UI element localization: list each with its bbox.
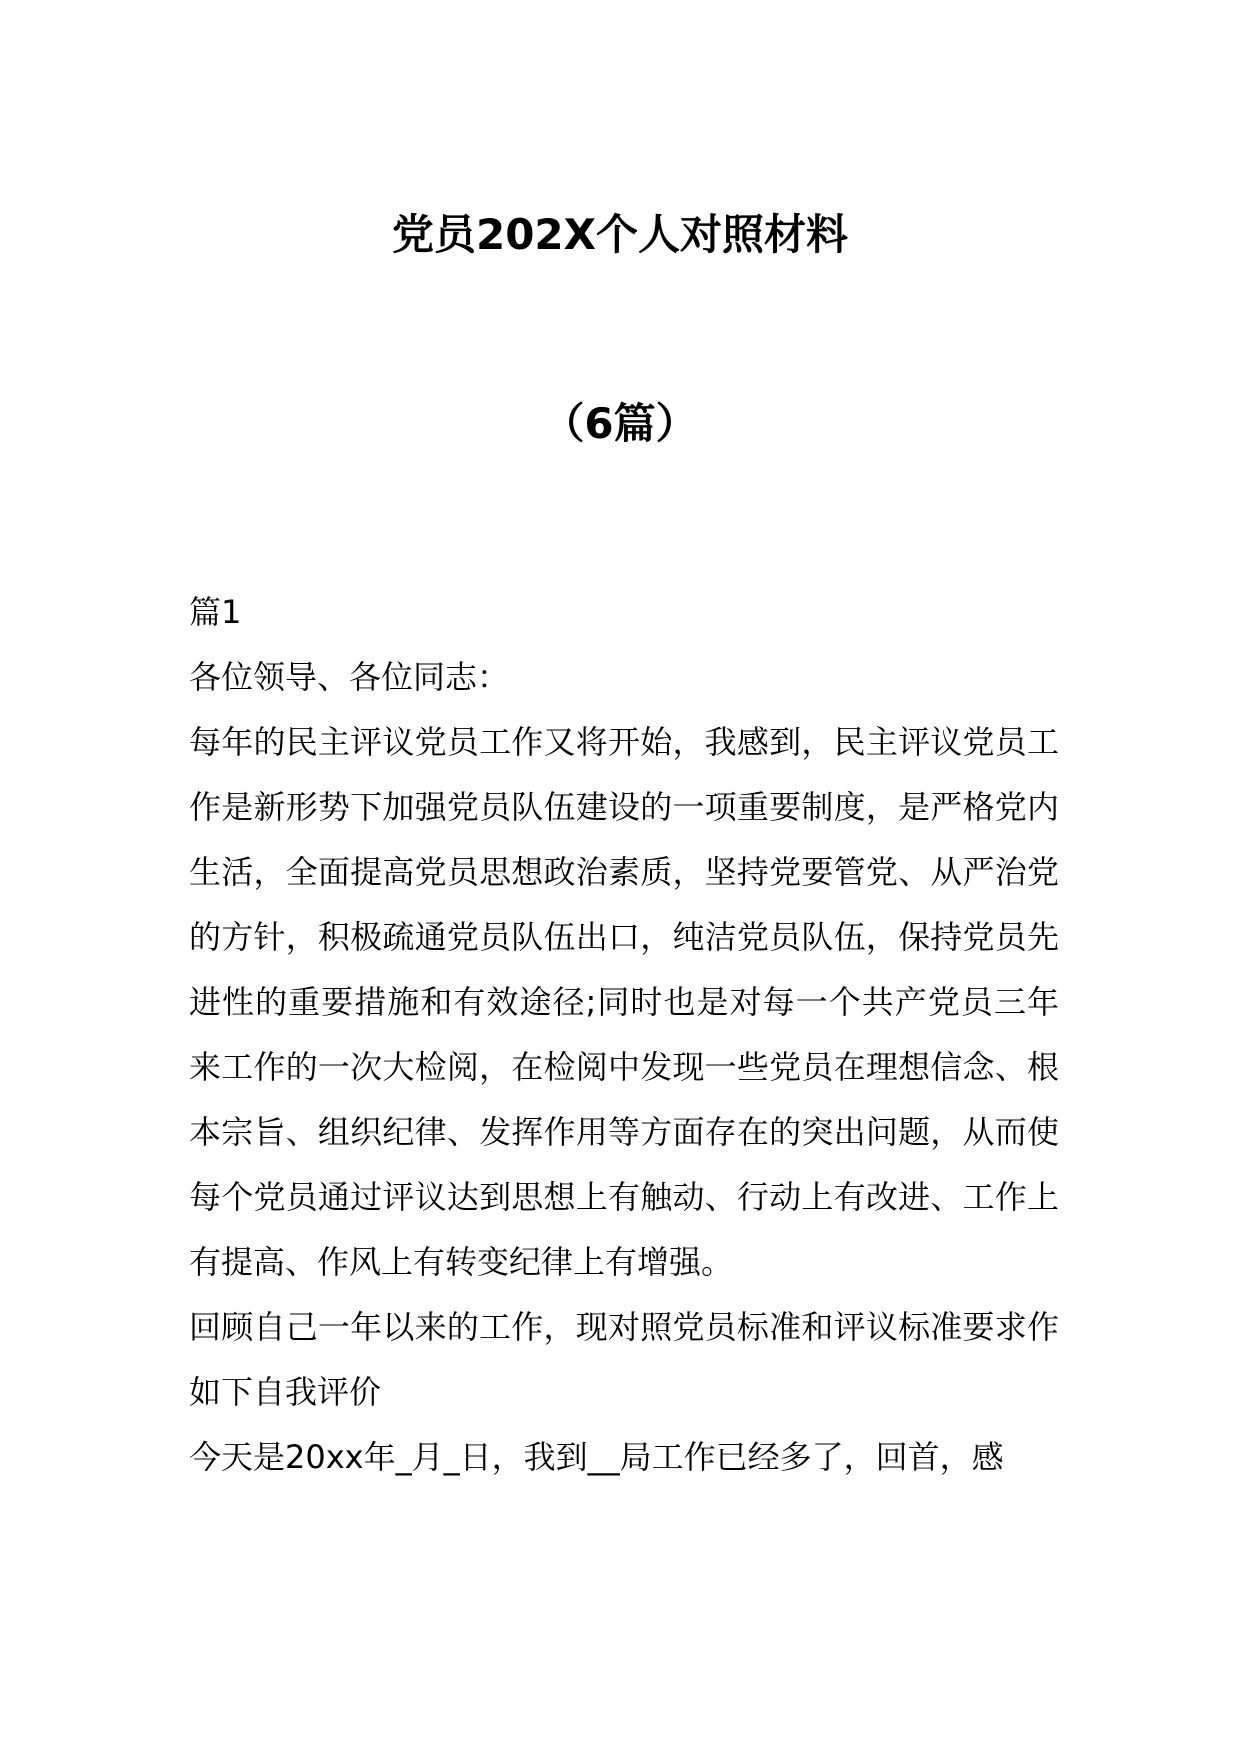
section-label: 篇1: [189, 593, 242, 631]
document-body: [189, 580, 1059, 1490]
paragraph-1: 每年的民主评议党员工作又将开始，我感到，民主评议党员工作是新形势下加强党员队伍建设的一项重要制度，是严格党内生活，全面提高党员思想政治素质，坚持党要管党、从严治党的方针，积极疏通党员队伍出口，纯洁党员队伍，保持党员先进性的重要措施和有效途径;同时也是对每一个共产党员三年来工作的一次大检阅，在检阅中发现一些党员在理想信念、根本宗旨、组织纪律、发挥作用等方面存在的突出问题，从而使每个党员通过评议达到思想上有触动、行动上有改进、工作上有提高、作风上有转变纪律上有增强。: [189, 723, 1059, 1281]
document-subtitle: （6篇）: [542, 399, 698, 448]
salutation: 各位领导、各位同志：: [189, 658, 510, 696]
paragraph-2: 回顾自己一年以来的工作，现对照党员标准和评议标准要求作如下自我评价: [189, 1308, 1059, 1411]
paragraph-3: 今天是20xx年_月_日，我到__局工作已经多了，回首，感: [189, 1438, 1004, 1476]
document-title: 党员202X个人对照材料: [391, 210, 849, 259]
